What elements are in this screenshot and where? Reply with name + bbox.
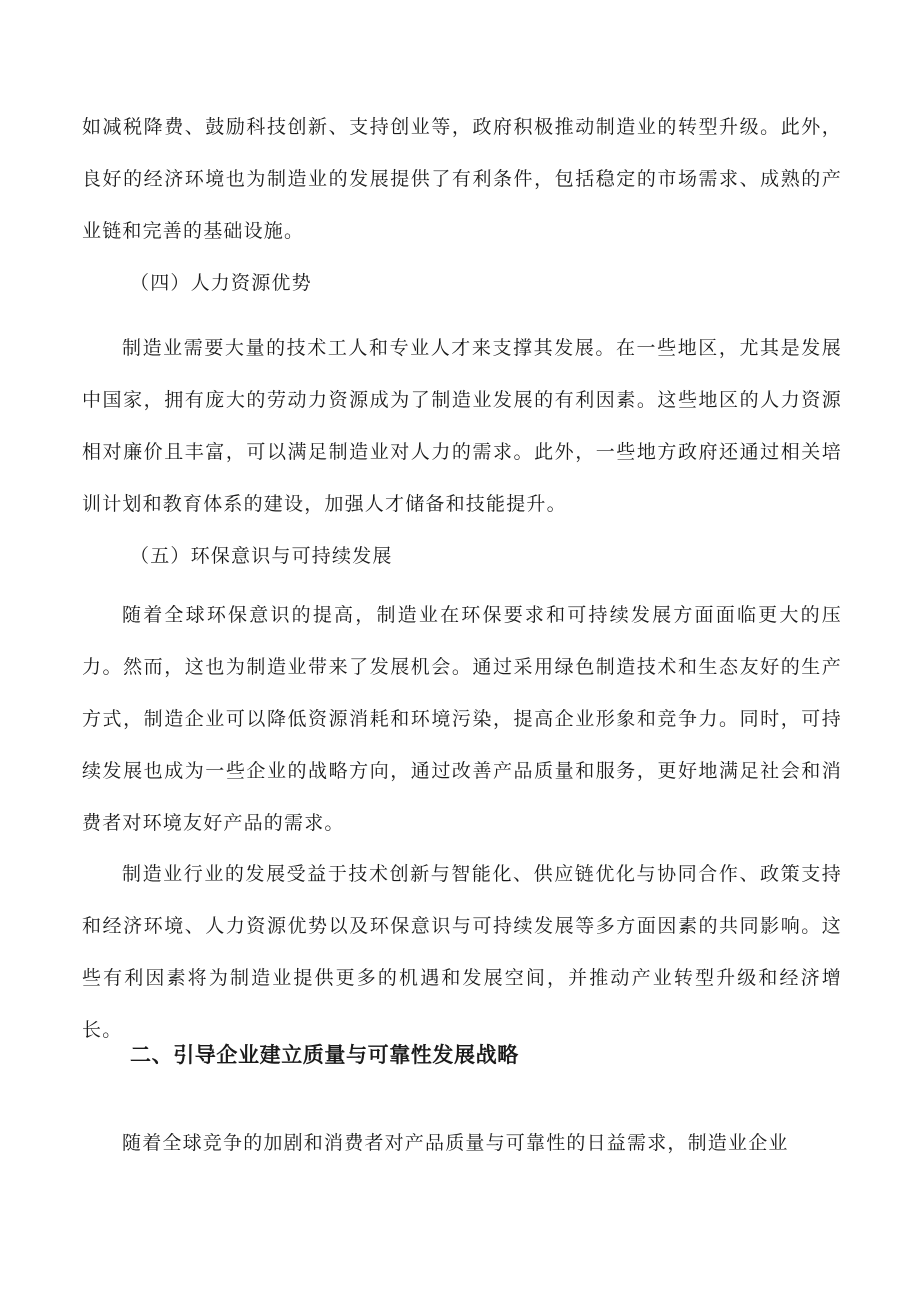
paragraph-environmental: 随着全球环保意识的提高，制造业在环保要求和可持续发展方面面临更大的压力。然而，这也为制造业带来了发展机会。通过采用绿色制造技术和生态友好的生产方式，制造企业可以降低资源消耗和环境污染，提高企业形象和竞争力。同时，可持续发展也成为一些企业的战略方向，通过改善产品质量和服务，更好地满足社会和消费者对环境友好产品的需求。 [82, 604, 842, 834]
subheading-environmental: （五）环保意识与可持续发展 [130, 545, 393, 567]
paragraph-summary: 制造业行业的发展受益于技术创新与智能化、供应链优化与协同合作、政策支持和经济环境、人力资源优势以及环保意识与可持续发展等多方面因素的共同影响。这些有利因素将为制造业提供更多的机遇和发展空间，并推动产业转型升级和经济增长。 [82, 863, 842, 1041]
section-heading: 二、引导企业建立质量与可靠性发展战略 [130, 1043, 519, 1067]
paragraph-policy-economy: 如减税降费、鼓励科技创新、支持创业等，政府积极推动制造业的转型升级。此外，良好的经济环境也为制造业的发展提供了有利条件，包括稳定的市场需求、成熟的产业链和完善的基础设施。 [82, 116, 842, 242]
paragraph-human-resources: 制造业需要大量的技术工人和专业人才来支撑其发展。在一些地区，尤其是发展中国家，拥有庞大的劳动力资源成为了制造业发展的有利因素。这些地区的人力资源相对廉价且丰富，可以满足制造业对人力的需求。此外，一些地方政府还通过相关培训计划和教育体系的建设，加强人才储备和技能提升。 [82, 337, 842, 515]
subheading-human-resources: （四）人力资源优势 [130, 272, 312, 294]
paragraph-quality-strategy: 随着全球竞争的加剧和消费者对产品质量与可靠性的日益需求，制造业企业 [122, 1132, 789, 1154]
